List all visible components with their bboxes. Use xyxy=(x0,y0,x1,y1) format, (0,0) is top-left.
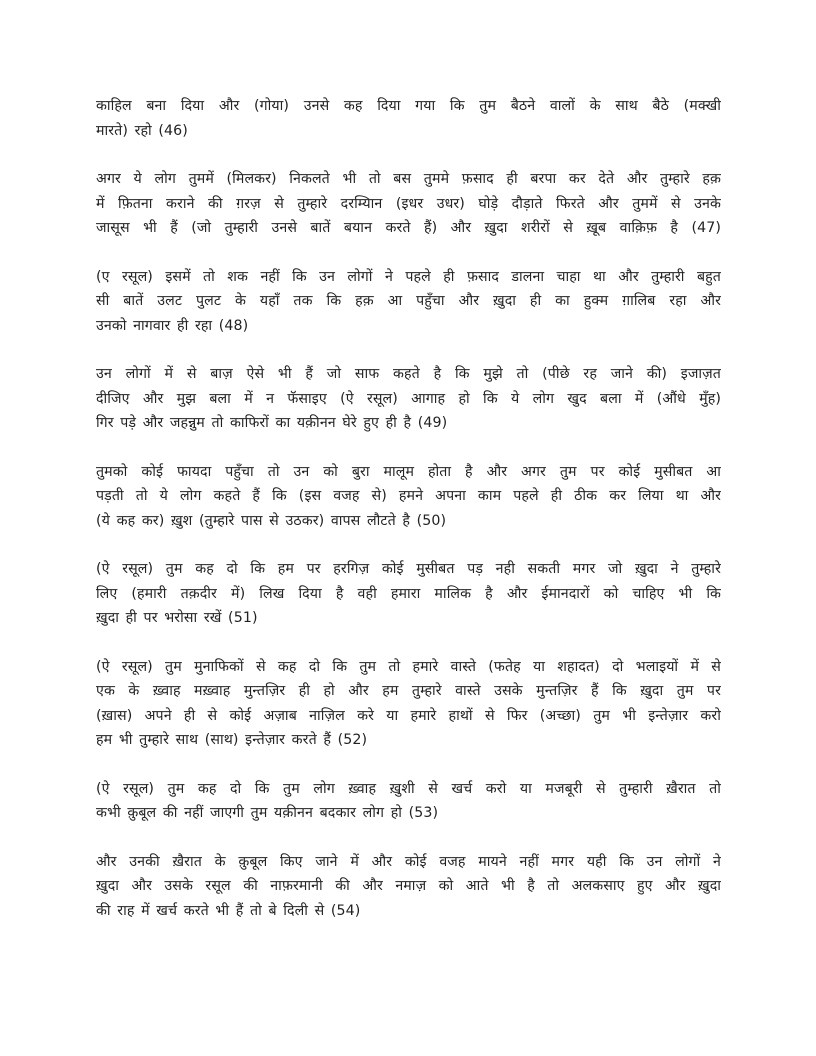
paragraph-verse-53 xyxy=(96,777,721,826)
text-line: गिर पड़े और जहन्नुम तो काफिरों का यक़ीनन घेरे हुए ही है (49) xyxy=(96,415,448,431)
text-line: मारते) रहो (46) xyxy=(96,122,188,139)
text-line: हम भी तुम्हारे साथ (साथ) इन्तेज़ार करते हैं (52) xyxy=(96,732,368,748)
text-line: उन लोगों में से बाज़ ऐसे भी हैं जो साफ कहते है कि मुझे तो (पीछे रह जाने की) इजाज़त xyxy=(96,366,721,382)
paragraph-verse-51 xyxy=(96,557,721,631)
paragraph-verse-47 xyxy=(96,167,721,241)
text-line: (ऐ रसूल) तुम मुनाफिकों से कह दो कि तुम तो हमारे वास्ते (फतेह या शहादत) दो भलाइयों में से xyxy=(96,658,721,675)
text-line: जासूस भी हैं (जो तुम्हारी उनसे बातें बयान करते हैं) और ख़ुदा शरीरों से ख़ूब वाक़िफ़ है (47) xyxy=(96,220,721,236)
text-line: अगर ये लोग तुममें (मिलकर) निकलते भी तो बस तुममे फ़साद ही बरपा कर देते और तुम्हारे हक़ xyxy=(96,171,721,187)
text-line: ख़ुदा ही पर भरोसा रखें (51) xyxy=(96,610,258,626)
paragraph-verse-54 xyxy=(96,850,721,924)
text-line: (ऐ रसूल) तुम कह दो कि तुम लोग ख़्वाह ख़ुशी से खर्च करो या मजबूरी से तुम्हारी ख़ैरात तो xyxy=(96,780,721,797)
text-line: कभी क़ुबूल की नहीं जाएगी तुम यक़ीनन बदकार लोग हो (53) xyxy=(96,805,439,821)
text-line: (ये कह कर) ख़ुश (तुम्हारे पास से उठकर) वापस लौटते है (50) xyxy=(96,512,447,529)
text-line: लिए (हमारी तक़दीर में) लिख दिया है वही हमारा मालिक है और ईमानदारों को चाहिए भी कि xyxy=(96,585,721,602)
text-line: सी बातें उलट पुलट के यहाँ तक कि हक़ आ पहुँचा और ख़ुदा ही का हुक्म ग़ालिब रहा और xyxy=(96,293,721,309)
paragraph-verse-48 xyxy=(96,265,721,339)
text-line: काहिल बना दिया और (गोया) उनसे कह दिया गया कि तुम बैठने वालों के साथ बैठे (मक्खी xyxy=(96,98,721,114)
paragraph-verse-46 xyxy=(96,94,721,143)
text-line: (ख़ास) अपने ही से कोई अज़ाब नाज़िल करे या हमारे हाथों से फिर (अच्छा) तुम भी इन्तेज़ार करो xyxy=(96,707,721,724)
text-line: (ऐ रसूल) तुम कह दो कि हम पर हरगिज़ कोई मुसीबत पड़ नही सकती मगर जो ख़ुदा ने तुम्हारे xyxy=(96,561,721,577)
text-line: और उनकी ख़ैरात के क़ुबूल किए जाने में और कोई वजह मायने नहीं मगर यही कि उन लोगों ने xyxy=(96,853,721,870)
text-line: एक के ख़्वाह मख़्वाह मुन्तज़िर ही हो और हम तुम्हारे वास्ते उसके मुन्तज़िर हैं कि ख़ुदा तुम पर xyxy=(96,683,721,699)
text-line: दीजिए और मुझ बला में न फॅसाइए (ऐ रसूल) आगाह हो कि ये लोग खुद बला में (औंधे मुँह) xyxy=(96,390,721,407)
paragraph-verse-52 xyxy=(96,655,721,753)
text-line: की राह में खर्च करते भी हैं तो बे दिली से (54) xyxy=(96,902,361,919)
paragraph-verse-49 xyxy=(96,362,721,436)
text-line: में फ़ितना कराने की ग़रज़ से तुम्हारे दरम्यिान (इधर उधर) घोड़े दौड़ाते फिरते और तुममें से उनके xyxy=(96,195,721,212)
text-line: उनको नागवार ही रहा (48) xyxy=(96,317,249,334)
text-line: तुमको कोई फायदा पहुँचा तो उन को बुरा मालूम होता है और अगर तुम पर कोई मुसीबत आ xyxy=(96,463,721,480)
document-page xyxy=(96,94,721,947)
text-line: पड़ती तो ये लोग कहते हैं कि (इस वजह से) हमने अपना काम पहले ही ठीक कर लिया था और xyxy=(96,488,721,504)
text-line: ख़ुदा और उसके रसूल की नाफ़रमानी की और नमाज़ को आते भी है तो अलकसाए हुए और ख़ुदा xyxy=(96,878,721,894)
text-line: (ए रसूल) इसमें तो शक नहीं कि उन लोगों ने पहले ही फ़साद डालना चाहा था और तुम्हारी बहुत xyxy=(96,268,721,285)
paragraph-verse-50 xyxy=(96,460,721,534)
